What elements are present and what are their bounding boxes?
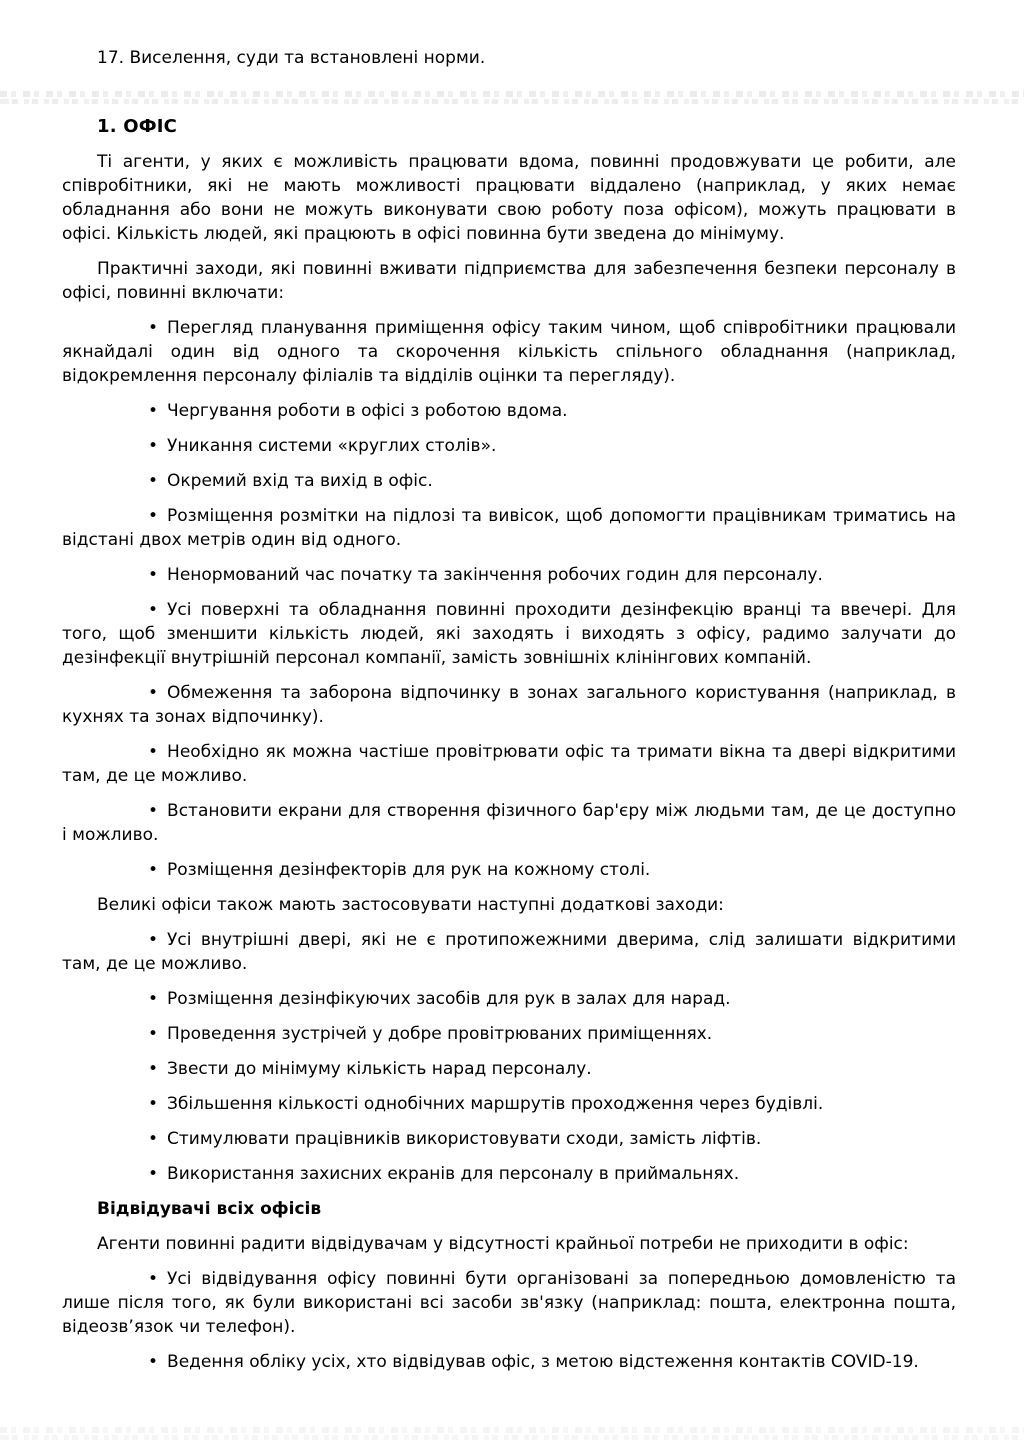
bullet-item xyxy=(62,469,956,493)
bullet-icon: • xyxy=(148,1094,159,1114)
paragraph-large-offices-lead: Великі офіси також мають застосовувати наступні додаткові заходи: xyxy=(97,895,724,915)
bullet-icon: • xyxy=(148,989,159,1009)
bullet-item-text: Уникання системи «круглих столів». xyxy=(167,436,497,456)
bullet-icon: • xyxy=(148,1164,159,1184)
section-heading: 1. ОФІС xyxy=(97,116,178,137)
bullet-icon: • xyxy=(148,742,159,762)
bullet-item xyxy=(62,598,956,670)
bullet-item xyxy=(62,434,956,458)
bullet-item xyxy=(62,399,956,423)
bullet-item xyxy=(62,681,956,729)
bullet-icon: • xyxy=(148,506,159,526)
bullet-item xyxy=(62,1350,956,1374)
bullet-item xyxy=(62,1267,956,1339)
bullet-icon: • xyxy=(148,801,159,821)
subsection-heading-visitors: Відвідувачі всіх офісів xyxy=(97,1199,322,1219)
bullet-item-text: Перегляд планування приміщення офісу таким чином, щоб співробітники працювали якнайдалі один від одного та скорочення кількість спільного обладнання (наприклад, відокремлення персоналу філіалів та відділів оцінки та перегляду). xyxy=(62,318,956,386)
bullet-item xyxy=(62,1092,956,1116)
faded-text-band-bottom xyxy=(0,1426,1024,1440)
bullet-item-text: Розміщення дезінфекторів для рук на кожному столі. xyxy=(167,860,651,880)
bullet-item xyxy=(62,987,956,1011)
bullet-item xyxy=(62,799,956,847)
bullet-item xyxy=(62,858,956,882)
bullet-icon: • xyxy=(148,860,159,880)
bullet-item xyxy=(62,1162,956,1186)
bullet-item-text: Обмеження та заборона відпочинку в зонах загального користування (наприклад, в кухнях та зонах відпочинку). xyxy=(62,683,956,727)
paragraph-practical-measures-lead: Практичні заходи, які повинні вживати підприємства для забезпечення безпеки персоналу в офісі, повинні включати: xyxy=(62,259,956,303)
bullet-item-text: Проведення зустрічей у добре провітрюваних приміщеннях. xyxy=(167,1024,713,1044)
bullet-item-text: Звести до мінімуму кількість нарад персоналу. xyxy=(167,1059,592,1079)
bullet-icon: • xyxy=(148,1269,159,1289)
bullet-icon: • xyxy=(148,1059,159,1079)
bullet-item-text: Стимулювати працівників використовувати сходи, замість ліфтів. xyxy=(167,1129,762,1149)
bullet-item-text: Розміщення дезінфікуючих засобів для рук в залах для нарад. xyxy=(167,989,731,1009)
bullet-item-text: Ведення обліку усіх, хто відвідував офіс, з метою відстеження контактів COVID-19. xyxy=(167,1352,919,1372)
bullet-icon: • xyxy=(148,1352,159,1372)
bullet-item xyxy=(62,1057,956,1081)
bullet-icon: • xyxy=(148,600,159,620)
bullet-item-text: Усі відвідування офісу повинні бути організовані за попередньою домовленістю та лише після того, як були використані всі засоби зв'язку (наприклад: пошта, електронна пошта, відеозв’язок чи телефон). xyxy=(62,1269,956,1337)
bullet-icon: • xyxy=(148,436,159,456)
bullet-icon: • xyxy=(148,401,159,421)
bullet-item-text: Окремий вхід та вихід в офіс. xyxy=(167,471,433,491)
bullet-item xyxy=(62,316,956,388)
bullet-item xyxy=(62,504,956,552)
bullet-item-text: Встановити екрани для створення фізичного бар'єру між людьми там, де це доступно і можливо. xyxy=(62,801,956,845)
bullet-icon: • xyxy=(148,1129,159,1149)
bullet-item xyxy=(62,1127,956,1151)
bullet-item-text: Усі поверхні та обладнання повинні проходити дезінфекцію вранці та ввечері. Для того, щоб зменшити кількість людей, які заходять і виходять з офісу, радимо залучати до дезінфекції внутрішній персонал компанії, замість зовнішніх клінінгових компаній. xyxy=(62,600,956,668)
bullet-item xyxy=(62,928,956,976)
bullet-icon: • xyxy=(148,471,159,491)
bullet-item-text: Використання захисних екранів для персоналу в приймальнях. xyxy=(167,1164,740,1184)
faded-text-band-top xyxy=(0,90,1024,106)
bullet-item-text: Необхідно як можна частіше провітрювати офіс та тримати вікна та двері відкритими там, де це можливо. xyxy=(62,742,956,786)
bullet-item xyxy=(62,1022,956,1046)
bullet-icon: • xyxy=(148,565,159,585)
paragraph-office-intro: Ті агенти, у яких є можливість працювати вдома, повинні продовжувати це робити, але співробітники, які не мають можливості працювати віддалено (наприклад, у яких немає обладнання або вони не можуть виконувати свою роботу поза офісом), можуть працювати в офісі. Кількість людей, які працюють в офісі повинна бути зведена до мінімуму. xyxy=(62,152,956,244)
bullet-item-text: Ненормований час початку та закінчення робочих годин для персоналу. xyxy=(167,565,823,585)
bullet-icon: • xyxy=(148,930,159,950)
bullet-item-text: Чергування роботи в офісі з роботою вдома. xyxy=(167,401,568,421)
bullet-icon: • xyxy=(148,318,159,338)
bullet-item xyxy=(62,563,956,587)
bullet-item-text: Збільшення кількості однобічних маршрутів проходження через будівлі. xyxy=(167,1094,824,1114)
bullet-icon: • xyxy=(148,1024,159,1044)
intro-line: 17. Виселення, суди та встановлені норми. xyxy=(97,48,486,68)
bullet-item-text: Усі внутрішні двері, які не є протипожежними дверима, слід залишати відкритими там, де це можливо. xyxy=(62,930,956,974)
paragraph-visitors-lead: Агенти повинні радити відвідувачам у відсутності крайньої потреби не приходити в офіс: xyxy=(97,1234,909,1254)
bullet-item-text: Розміщення розмітки на підлозі та вивісок, щоб допомогти працівникам триматись на відстані двох метрів один від одного. xyxy=(62,506,956,550)
bullet-item xyxy=(62,740,956,788)
bullet-icon: • xyxy=(148,683,159,703)
